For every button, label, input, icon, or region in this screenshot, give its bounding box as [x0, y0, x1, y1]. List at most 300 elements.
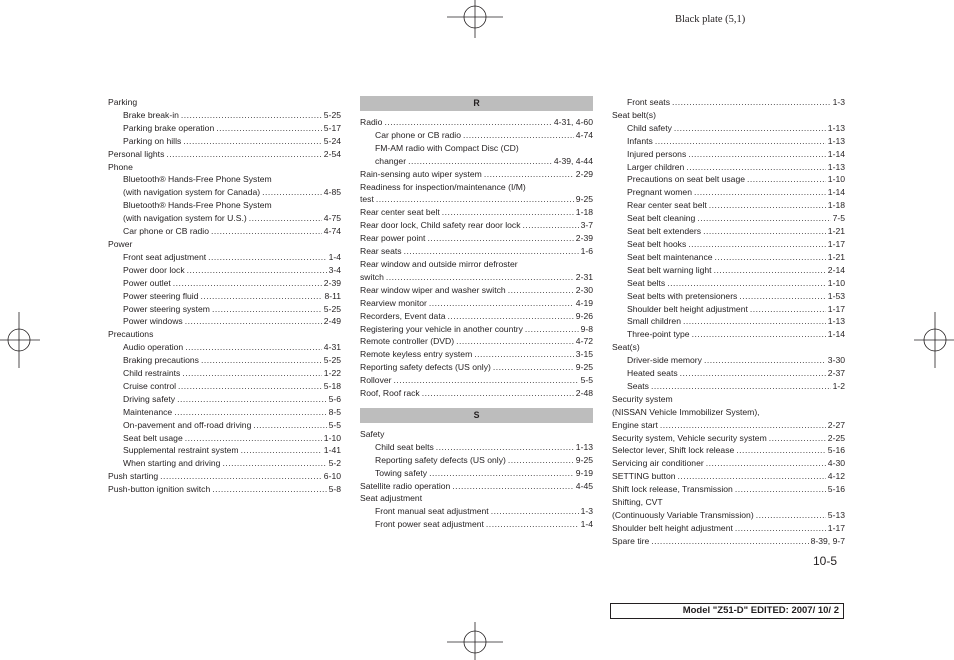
index-entry: [612, 186, 845, 199]
entry-page-ref: 9-25: [575, 194, 593, 205]
index-heading: Power: [108, 238, 133, 249]
index-entry: [612, 225, 845, 238]
entry-term: Rear window wiper and washer switch: [360, 284, 506, 295]
entry-term: Power door lock: [123, 264, 185, 275]
entry-page-ref: 5-5: [328, 419, 341, 430]
index-entry: [108, 341, 341, 354]
entry-page-ref: 4-85: [323, 187, 341, 198]
entry-page-ref: 8-11: [324, 290, 341, 301]
index-heading: Seat belt(s): [612, 109, 656, 120]
entry-page-ref: 7-5: [832, 213, 845, 224]
index-entry: [108, 419, 341, 432]
entry-term: switch: [360, 271, 384, 282]
entry-page-ref: 9-19: [575, 467, 593, 478]
index-entry: [108, 303, 341, 316]
leader-dots: [174, 406, 326, 419]
entry-term: Remote controller (DVD): [360, 336, 455, 347]
entry-page-ref: 5-16: [827, 484, 845, 495]
leader-dots: [386, 271, 574, 284]
entry-page-ref: 2-30: [575, 284, 593, 295]
leader-dots: [456, 335, 574, 348]
entry-term: Shoulder belt height adjustment: [612, 522, 733, 533]
index-entry: [108, 109, 341, 122]
entry-term: changer: [375, 155, 407, 166]
index-entry: [612, 380, 845, 393]
entry-page-ref: 2-48: [575, 388, 593, 399]
entry-page-ref: 1-14: [827, 187, 845, 198]
entry-term: Engine start: [612, 419, 658, 430]
index-entry: [360, 505, 593, 518]
index-column-3: [612, 96, 845, 548]
leader-dots: [463, 129, 574, 142]
leader-dots: [704, 354, 826, 367]
leader-dots: [714, 264, 826, 277]
leader-dots: [703, 225, 826, 238]
registration-mark-top-icon: [445, 0, 505, 40]
leader-dots: [655, 135, 826, 148]
index-entry: [612, 328, 845, 341]
entry-page-ref: 9-26: [575, 310, 593, 321]
entry-term: Seat belt usage: [123, 432, 183, 443]
index-entry: [108, 432, 341, 445]
leader-dots: [683, 315, 826, 328]
index-entry: [612, 212, 845, 225]
entry-page-ref: 8-39, 9-7: [810, 535, 845, 546]
entry-term: Three-point type: [627, 329, 690, 340]
index-heading: Safety: [360, 428, 385, 439]
index-line: Rear window and outside mirror defroster: [360, 258, 518, 269]
entry-term: Seats: [627, 380, 649, 391]
index-entry: [108, 212, 341, 225]
index-heading: Seat(s): [612, 342, 640, 353]
entry-term: Satellite radio operation: [360, 480, 451, 491]
index-entry: [612, 277, 845, 290]
entry-term: Seat belts with pretensioners: [627, 290, 738, 301]
index-entry: [612, 367, 845, 380]
leader-dots: [651, 535, 808, 548]
entry-page-ref: 9-8: [580, 323, 593, 334]
entry-page-ref: 4-39, 4-44: [553, 155, 593, 166]
index-entry: [612, 419, 845, 432]
entry-term: Rollover: [360, 375, 392, 386]
section-header: R: [360, 96, 593, 111]
entry-term: Child restraints: [123, 368, 181, 379]
leader-dots: [408, 155, 552, 168]
index-entry: [360, 361, 593, 374]
entry-page-ref: 1-13: [827, 122, 845, 133]
entry-page-ref: 1-10: [827, 174, 845, 185]
index-entry: [360, 297, 593, 310]
leader-dots: [177, 393, 327, 406]
entry-term: Towing safety: [375, 467, 428, 478]
entry-term: When starting and driving: [123, 458, 221, 469]
entry-term: Reporting safety defects (US only): [375, 454, 506, 465]
entry-term: Seat belt maintenance: [627, 251, 713, 262]
leader-dots: [253, 419, 326, 432]
entry-term: Parking brake operation: [123, 122, 215, 133]
index-entry: [612, 135, 845, 148]
leader-dots: [442, 206, 574, 219]
entry-page-ref: 2-49: [323, 316, 341, 327]
entry-term: Audio operation: [123, 342, 184, 353]
index-entry: [108, 457, 341, 470]
entry-term: Car phone or CB radio: [375, 129, 461, 140]
index-entry: [108, 483, 341, 496]
entry-page-ref: 5-16: [827, 445, 845, 456]
entry-page-ref: 5-17: [323, 122, 341, 133]
entry-term: Seat belt hooks: [627, 238, 687, 249]
index-entry: [108, 225, 341, 238]
index-line: FM-AM radio with Compact Disc (CD): [375, 142, 519, 153]
entry-term: Maintenance: [123, 406, 173, 417]
index-entry: [360, 467, 593, 480]
entry-term: test: [360, 194, 374, 205]
entry-page-ref: 5-25: [323, 303, 341, 314]
leader-dots: [756, 509, 826, 522]
leader-dots: [187, 264, 327, 277]
entry-page-ref: 9-25: [575, 454, 593, 465]
entry-term: Seat belts: [627, 277, 666, 288]
leader-dots: [694, 186, 826, 199]
entry-page-ref: 5-25: [323, 355, 341, 366]
leader-dots: [201, 354, 322, 367]
registration-mark-left-icon: [0, 310, 40, 370]
entry-page-ref: 2-29: [575, 168, 593, 179]
entry-term: Front manual seat adjustment: [375, 506, 489, 517]
entry-page-ref: 2-25: [827, 432, 845, 443]
entry-term: Push starting: [108, 471, 159, 482]
index-entry: [360, 310, 593, 323]
leader-dots: [667, 277, 826, 290]
leader-dots: [183, 135, 322, 148]
section-spacer: [360, 400, 593, 408]
entry-term: Personal lights: [108, 148, 165, 159]
index-entry: [360, 232, 593, 245]
entry-page-ref: 5-24: [323, 135, 341, 146]
index-entry: [612, 238, 845, 251]
entry-page-ref: 5-2: [328, 458, 341, 469]
entry-page-ref: 2-37: [827, 368, 845, 379]
leader-dots: [493, 361, 574, 374]
index-entry: [108, 406, 341, 419]
leader-dots: [769, 432, 826, 445]
entry-page-ref: 2-39: [323, 277, 341, 288]
leader-dots: [376, 193, 574, 206]
entry-page-ref: 1-21: [827, 226, 845, 237]
entry-term: Infants: [627, 135, 653, 146]
leader-dots: [688, 148, 826, 161]
index-entry: [360, 168, 593, 181]
entry-term: Pregnant women: [627, 187, 692, 198]
entry-term: SETTING button: [612, 471, 676, 482]
entry-term: Supplemental restraint system: [123, 445, 239, 456]
entry-page-ref: 2-39: [575, 233, 593, 244]
entry-term: Rearview monitor: [360, 297, 427, 308]
entry-page-ref: 1-41: [323, 445, 341, 456]
entry-page-ref: 3-15: [575, 349, 593, 360]
entry-term: Power steering system: [123, 303, 210, 314]
leader-dots: [427, 232, 573, 245]
index-line: Shifting, CVT: [612, 497, 663, 508]
index-entry: [108, 315, 341, 328]
entry-page-ref: 1-14: [827, 329, 845, 340]
index-entry: [360, 193, 593, 206]
index-entry: [108, 444, 341, 457]
leader-dots: [525, 323, 579, 336]
leader-dots: [212, 303, 322, 316]
entry-page-ref: 1-13: [575, 441, 593, 452]
index-entry: [612, 457, 845, 470]
leader-dots: [692, 328, 826, 341]
entry-term: Braking precautions: [123, 355, 199, 366]
leader-dots: [750, 303, 826, 316]
index-entry: [108, 380, 341, 393]
leader-dots: [262, 186, 322, 199]
leader-dots: [474, 348, 574, 361]
index-entry: [360, 374, 593, 387]
leader-dots: [735, 483, 826, 496]
entry-term: Rear door lock, Child safety rear door lock: [360, 220, 521, 231]
leader-dots: [429, 467, 574, 480]
index-heading: Precautions: [108, 329, 154, 340]
leader-dots: [212, 483, 326, 496]
entry-page-ref: 4-19: [575, 297, 593, 308]
leader-dots: [448, 310, 574, 323]
entry-page-ref: 5-25: [323, 109, 341, 120]
entry-page-ref: 4-74: [323, 226, 341, 237]
leader-dots: [688, 238, 826, 251]
entry-page-ref: 1-17: [827, 238, 845, 249]
entry-page-ref: 1-4: [580, 519, 593, 530]
entry-term: Shoulder belt height adjustment: [627, 303, 748, 314]
entry-term: Heated seats: [627, 368, 678, 379]
leader-dots: [208, 251, 326, 264]
leader-dots: [384, 116, 551, 129]
index-entry: [360, 335, 593, 348]
leader-dots: [736, 444, 826, 457]
leader-dots: [660, 419, 826, 432]
entry-term: Cruise control: [123, 380, 177, 391]
leader-dots: [173, 277, 322, 290]
entry-term: Rear seats: [360, 246, 402, 257]
index-line: Bluetooth® Hands-Free Phone System: [123, 174, 272, 185]
leader-dots: [422, 387, 574, 400]
entry-page-ref: 8-5: [328, 406, 341, 417]
index-entry: [612, 315, 845, 328]
leader-dots: [436, 441, 574, 454]
index-entry: [108, 148, 341, 161]
index-heading: Phone: [108, 161, 133, 172]
index-entry: [108, 186, 341, 199]
index-line: Security system: [612, 393, 673, 404]
index-entry: [612, 483, 845, 496]
entry-page-ref: 5-13: [827, 510, 845, 520]
leader-dots: [452, 480, 574, 493]
leader-dots: [672, 96, 831, 109]
entry-page-ref: 4-30: [827, 458, 845, 469]
index-entry: [108, 354, 341, 367]
entry-page-ref: 1-4: [328, 251, 341, 262]
index-heading: Parking: [108, 97, 138, 107]
entry-term: Power steering fluid: [123, 290, 199, 301]
leader-dots: [200, 290, 322, 303]
leader-dots: [486, 518, 579, 531]
registration-mark-bottom-icon: [445, 620, 505, 660]
index-entry: [108, 264, 341, 277]
index-entry: [108, 277, 341, 290]
leader-dots: [484, 168, 574, 181]
index-entry: [108, 470, 341, 483]
entry-page-ref: 4-12: [827, 471, 845, 482]
entry-term: Power windows: [123, 316, 183, 327]
index-entry: [612, 303, 845, 316]
index-entry: [108, 290, 341, 303]
index-entry: [612, 509, 845, 522]
index-entry: [360, 206, 593, 219]
leader-dots: [709, 199, 826, 212]
entry-page-ref: 5-6: [328, 393, 341, 404]
entry-term: Registering your vehicle in another country: [360, 323, 523, 334]
entry-page-ref: 4-75: [323, 213, 341, 224]
entry-term: Car phone or CB radio: [123, 226, 209, 237]
entry-page-ref: 4-72: [575, 336, 593, 347]
index-entry: [612, 161, 845, 174]
index-line: Bluetooth® Hands-Free Phone System: [123, 200, 272, 211]
entry-page-ref: 2-14: [827, 264, 845, 275]
leader-dots: [160, 470, 322, 483]
entry-term: Seat belt cleaning: [627, 213, 696, 224]
leader-dots: [185, 432, 322, 445]
entry-term: Spare tire: [612, 535, 650, 546]
entry-term: Remote keyless entry system: [360, 349, 473, 360]
leader-dots: [182, 367, 321, 380]
entry-term: Larger children: [627, 161, 685, 172]
entry-term: Precautions on seat belt usage: [627, 174, 746, 185]
leader-dots: [678, 470, 826, 483]
entry-term: Servicing air conditioner: [612, 458, 704, 469]
index-entry: [612, 290, 845, 303]
entry-term: Selector lever, Shift lock release: [612, 445, 735, 456]
leader-dots: [491, 505, 579, 518]
entry-page-ref: 1-10: [827, 277, 845, 288]
entry-page-ref: 3-7: [580, 220, 593, 231]
entry-term: Reporting safety defects (US only): [360, 362, 491, 373]
leader-dots: [185, 315, 322, 328]
entry-page-ref: 1-3: [580, 506, 593, 517]
entry-page-ref: 5-5: [580, 375, 593, 386]
entry-page-ref: 1-13: [827, 316, 845, 327]
entry-page-ref: 1-17: [827, 303, 845, 314]
index-column-2: [360, 96, 593, 531]
leader-dots: [241, 444, 322, 457]
leader-dots: [429, 297, 574, 310]
entry-page-ref: 3-30: [827, 355, 845, 366]
index-entry: [612, 122, 845, 135]
index-entry: [612, 470, 845, 483]
index-entry: [612, 535, 845, 548]
index-entry: [360, 454, 593, 467]
leader-dots: [523, 219, 579, 232]
entry-page-ref: 9-25: [575, 362, 593, 373]
index-entry: [108, 135, 341, 148]
entry-term: Injured persons: [627, 148, 687, 159]
registration-mark-right-icon: [914, 310, 954, 370]
entry-page-ref: 2-27: [827, 419, 845, 430]
index-entry: [108, 393, 341, 406]
index-entry: [612, 251, 845, 264]
entry-term: (Continuously Variable Transmission): [612, 510, 754, 520]
entry-page-ref: 2-54: [323, 148, 341, 159]
entry-term: (with navigation system for U.S.): [123, 213, 247, 224]
section-header: S: [360, 408, 593, 423]
index-entry: [612, 173, 845, 186]
leader-dots: [735, 522, 826, 535]
entry-term: On-pavement and off-road driving: [123, 419, 252, 430]
entry-term: Rain-sensing auto wiper system: [360, 168, 482, 179]
entry-term: Seat belt extenders: [627, 226, 702, 237]
entry-term: Front power seat adjustment: [375, 519, 484, 530]
leader-dots: [178, 380, 322, 393]
entry-page-ref: 1-21: [827, 251, 845, 262]
leader-dots: [747, 173, 826, 186]
index-line: Readiness for inspection/maintenance (I/M): [360, 181, 526, 192]
index-entry: [360, 116, 593, 129]
index-entry: [108, 367, 341, 380]
leader-dots: [508, 454, 574, 467]
entry-term: Push-button ignition switch: [108, 484, 211, 495]
entry-term: Small children: [627, 316, 681, 327]
index-entry: [612, 96, 845, 109]
entry-term: Child seat belts: [375, 441, 434, 452]
plate-label: Black plate (5,1): [675, 14, 746, 25]
leader-dots: [706, 457, 826, 470]
index-column-1: [108, 96, 341, 496]
entry-term: Power outlet: [123, 277, 171, 288]
leader-dots: [508, 284, 574, 297]
index-entry: [360, 129, 593, 142]
leader-dots: [249, 212, 322, 225]
entry-term: Rear center seat belt: [627, 200, 707, 211]
entry-term: Recorders, Event data: [360, 310, 446, 321]
entry-page-ref: 1-22: [323, 368, 341, 379]
entry-term: Driver-side memory: [627, 355, 702, 366]
index-entry: [360, 284, 593, 297]
leader-dots: [686, 161, 825, 174]
entry-page-ref: 3-4: [328, 264, 341, 275]
entry-page-ref: 6-10: [323, 471, 341, 482]
entry-term: Rear power point: [360, 233, 426, 244]
entry-page-ref: 4-31: [323, 342, 341, 353]
page-number: 10-5: [813, 554, 838, 568]
index-entry: [360, 387, 593, 400]
entry-page-ref: 1-13: [827, 135, 845, 146]
index-entry: [360, 271, 593, 284]
entry-term: Brake break-in: [123, 109, 179, 120]
entry-page-ref: 1-17: [827, 522, 845, 533]
index-entry: [612, 148, 845, 161]
entry-term: Front seat adjustment: [123, 251, 207, 262]
entry-page-ref: 4-45: [575, 480, 593, 491]
entry-page-ref: 1-13: [827, 161, 845, 172]
entry-term: Front seats: [627, 97, 670, 107]
entry-term: Parking on hills: [123, 135, 182, 146]
leader-dots: [404, 245, 579, 258]
entry-page-ref: 1-2: [832, 380, 845, 391]
entry-term: Shift lock release, Transmission: [612, 484, 733, 495]
index-entry: [612, 522, 845, 535]
index-entry: [108, 251, 341, 264]
index-entry: [612, 354, 845, 367]
